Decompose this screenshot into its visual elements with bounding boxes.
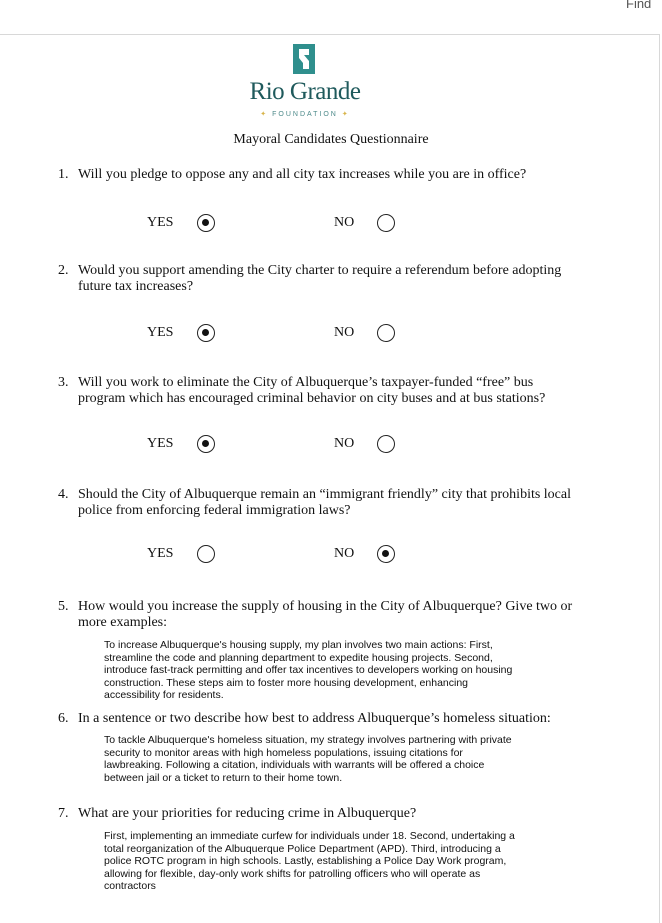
q3-yes-radio[interactable] <box>197 435 215 453</box>
question-text: How would you increase the supply of housing in the City of Albuquerque? Give two or more examples: <box>78 599 573 630</box>
q3-yes-label: YES <box>147 436 174 451</box>
find-button[interactable]: Find <box>626 0 652 11</box>
q1-yes-radio[interactable] <box>197 214 215 232</box>
question-text: Would you support amending the City charter to require a referendum before adopting future tax increases? <box>78 263 562 294</box>
question-text: Should the City of Albuquerque remain an “immigrant friendly” city that prohibits local police from enforcing federal immigration laws? <box>78 487 572 518</box>
question-number: 2. <box>58 263 69 278</box>
question-text: In a sentence or two describe how best to address Albuquerque’s homeless situation: <box>78 711 551 726</box>
question-number: 7. <box>58 806 69 821</box>
logo-subtitle-text: FOUNDATION <box>272 111 338 118</box>
q1-yes-label: YES <box>147 215 174 230</box>
logo-subtitle: ✦ FOUNDATION ✦ <box>260 111 350 118</box>
question-number: 1. <box>58 167 69 182</box>
answer-6[interactable]: To tackle Albuquerque's homeless situation, my strategy involves partnering with private security to monitor areas with high homeless populations, issuing citations for lawbreaking. Following a citation, individuals with warrants will be offered a choice between jail or a ticket to return to their home town. <box>104 734 512 784</box>
q3-no-radio[interactable] <box>377 435 395 453</box>
q2-no-radio[interactable] <box>377 324 395 342</box>
q2-yes-radio[interactable] <box>197 324 215 342</box>
question-text: Will you work to eliminate the City of Albuquerque’s taxpayer-funded “free” bus program which has encouraged criminal behavior on city buses and at bus stations? <box>78 375 546 406</box>
q3-no-label: NO <box>334 436 355 451</box>
question-text: What are your priorities for reducing crime in Albuquerque? <box>78 806 417 821</box>
question-number: 5. <box>58 599 69 614</box>
q2-yes-label: YES <box>147 325 174 340</box>
logo-name: Rio Grande <box>249 78 361 105</box>
document-title: Mayoral Candidates Questionnaire <box>233 132 429 147</box>
question-number: 4. <box>58 487 69 502</box>
question-number: 6. <box>58 711 69 726</box>
answer-7[interactable]: First, implementing an immediate curfew for individuals under 18. Second, undertaking a total reorganization of the Albuquerque Police Department (APD). Third, introducing a police ROTC program in high schools. Lastly, establishing a Police Day Work program, allowing for flexible, day-only work shifts for patrolling officers who will operate as contractors <box>104 830 515 892</box>
logo-mark-icon <box>293 44 315 74</box>
q1-no-label: NO <box>334 215 355 230</box>
q4-yes-label: YES <box>147 546 174 561</box>
q1-no-radio[interactable] <box>377 214 395 232</box>
q4-no-radio[interactable] <box>377 545 395 563</box>
rio-grande-logo <box>230 44 380 122</box>
answer-5[interactable]: To increase Albuquerque's housing supply, my plan involves two main actions: First, streamline the code and planning department to expedite housing projects. Second, introduce fast-track permitting and offer tax incentives to developers working on housing construction. These steps aim to foster more housing development, enhancing accessibility for residents. <box>104 639 513 701</box>
q4-no-label: NO <box>334 546 355 561</box>
question-text: Will you pledge to oppose any and all city tax increases while you are in office? <box>78 167 527 182</box>
q4-yes-radio[interactable] <box>197 545 215 563</box>
question-number: 3. <box>58 375 69 390</box>
browser-toolbar <box>0 0 662 34</box>
q2-no-label: NO <box>334 325 355 340</box>
